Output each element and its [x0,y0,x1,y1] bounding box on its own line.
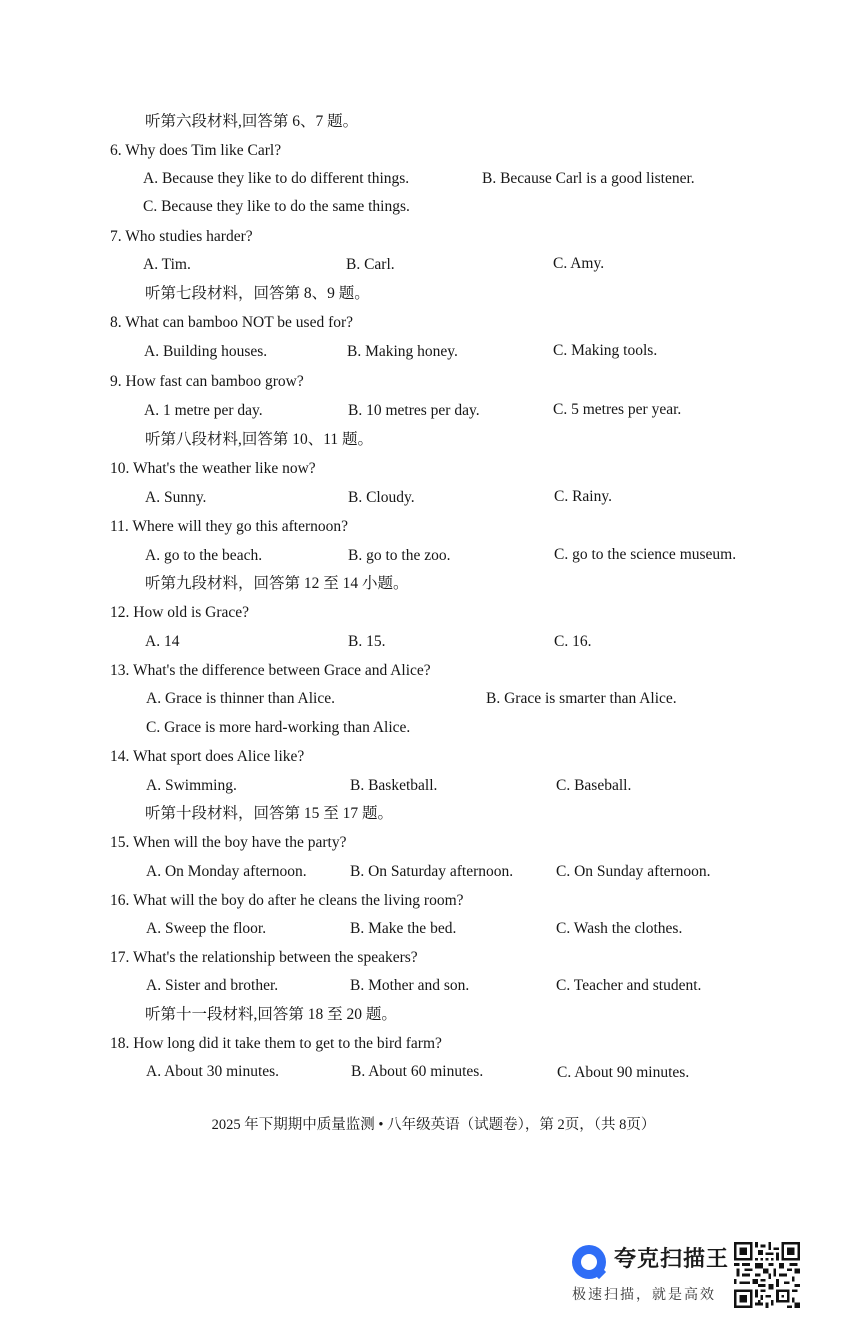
option-6a: A. Because they like to do different things. [143,170,410,187]
question-7: 7. Who studies harder? [110,228,253,245]
question-15: 15. When will the boy have the party? [110,834,347,851]
option-14a: A. Swimming. [146,777,237,794]
option-15c: C. On Sunday afternoon. [556,863,711,880]
section-instruction-8: 听第八段材料,回答第 10、11 题。 [145,431,374,448]
option-15a: A. On Monday afternoon. [146,863,307,880]
question-8: 8. What can bamboo NOT be used for? [110,314,354,331]
section-instruction-10: 听第十段材料，回答第 15 至 17 题。 [145,805,394,822]
watermark-brand-name: 夸克扫描王 [614,1247,730,1272]
option-14c: C. Baseball. [556,777,632,794]
option-9c: C. 5 metres per year. [553,401,682,418]
option-8b: B. Making honey. [347,343,458,360]
question-18: 18. How long did it take them to get to the bird farm? [110,1035,442,1052]
question-9: 9. How fast can bamboo grow? [110,373,304,390]
option-8c: C. Making tools. [553,342,658,359]
option-7b: B. Carl. [346,256,395,273]
option-18a: A. About 30 minutes. [146,1063,280,1080]
option-10a: A. Sunny. [145,489,207,506]
section-instruction-6: 听第六段材料,回答第 6、7 题。 [145,113,359,130]
option-11b: B. go to the zoo. [348,547,451,564]
option-7a: A. Tim. [143,256,191,273]
option-12c: C. 16. [554,633,592,650]
question-12: 12. How old is Grace? [110,604,250,621]
option-9b: B. 10 metres per day. [348,402,480,419]
option-16b: B. Make the bed. [350,920,457,937]
scanner-watermark [572,1243,732,1309]
qr-code-icon [734,1242,800,1308]
question-16: 16. What will the boy do after he cleans the living room? [110,892,464,909]
option-10c: C. Rainy. [554,488,612,505]
option-6c: C. Because they like to do the same things. [143,198,410,215]
option-6b: B. Because Carl is a good listener. [482,170,695,187]
section-instruction-11: 听第十一段材料,回答第 18 至 20 题。 [145,1006,397,1023]
question-6: 6. Why does Tim like Carl? [110,142,282,159]
option-16a: A. Sweep the floor. [146,920,267,937]
option-14b: B. Basketball. [350,777,438,794]
option-16c: C. Wash the clothes. [556,920,683,937]
page-footer: 2025 年下期期中质量监测 • 八年级英语（试题卷），第 2页，（共 8页） [211,1117,656,1133]
option-13c: C. Grace is more hard-working than Alice. [146,719,411,736]
option-17b: B. Mother and son. [350,977,470,994]
option-18b: B. About 60 minutes. [351,1063,484,1080]
watermark-slogan: 极速扫描，就是高效 [572,1287,716,1303]
option-15b: B. On Saturday afternoon. [350,863,514,880]
question-10: 10. What's the weather like now? [110,460,316,477]
option-13a: A. Grace is thinner than Alice. [146,690,335,707]
section-instruction-7: 听第七段材料，回答第 8、9 题。 [145,285,370,302]
option-17c: C. Teacher and student. [556,977,702,994]
option-12a: A. 14 [145,633,180,650]
option-12b: B. 15. [348,633,386,650]
question-13: 13. What's the difference between Grace and Alice? [110,662,431,679]
option-17a: A. Sister and brother. [146,977,279,994]
option-13b: B. Grace is smarter than Alice. [486,690,677,707]
quark-logo-icon [572,1245,606,1279]
option-10b: B. Cloudy. [348,489,415,506]
option-7c: C. Amy. [553,255,605,272]
question-11: 11. Where will they go this afternoon? [110,518,349,535]
section-instruction-9: 听第九段材料，回答第 12 至 14 小题。 [145,575,409,592]
option-18c: C. About 90 minutes. [557,1064,690,1081]
option-11c: C. go to the science museum. [554,546,737,563]
question-14: 14. What sport does Alice like? [110,748,305,765]
option-9a: A. 1 metre per day. [144,402,263,419]
option-11a: A. go to the beach. [145,547,263,564]
question-17: 17. What's the relationship between the speakers? [110,949,418,966]
option-8a: A. Building houses. [144,343,268,360]
